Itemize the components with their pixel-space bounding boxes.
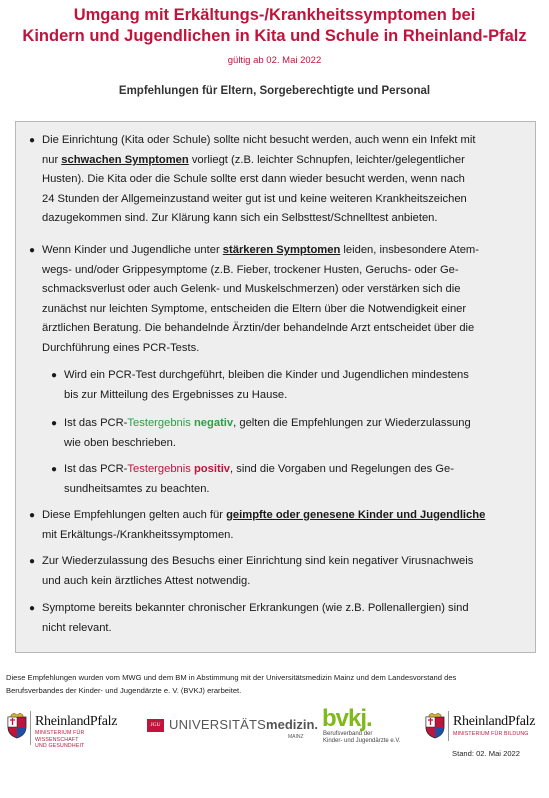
list-item-text: Zur Wiederzulassung des Besuchs einer Einrichtung sind kein negativer Virusnachweis und auch kein ärztliches Attest notwendig. <box>42 555 474 587</box>
list-item <box>29 599 526 638</box>
bullet: ● <box>29 603 36 614</box>
list-item-text: Diese Empfehlungen gelten auch für geimpfte oder genesene Kinder und Jugendliche mit Erkältungs-/Krankheitssymptomen. <box>42 509 486 541</box>
emphasis-weak-symptoms: schwachen Symptomen <box>61 153 189 166</box>
valid-from: gültig ab 02. Mai 2022 <box>227 55 322 66</box>
footnote: Diese Empfehlungen wurden vom MWG und dem BM in Abstimmung mit der Universitätsmedizin Mainz und dem Landesvorstand des Berufsverbandes der Kinder- und Jugendärzte e. V. (BVKJ) erarbeitet. <box>6 673 457 695</box>
logo-rlp-health: RheinlandPfalz MINISTERIUM FÜR WISSENSCHAFT UND GESUNDHEIT <box>6 711 126 751</box>
result-negative: Testergebnis negativ <box>127 417 234 429</box>
emphasis-vaccinated: geimpfte oder genesene Kinder und Jugendliche <box>226 509 486 521</box>
emphasis-strong-symptoms: stärkeren Symptomen <box>222 244 341 256</box>
recommendations-box <box>15 121 536 653</box>
list-item <box>29 506 526 545</box>
list-item-text: Wenn Kinder und Jugendliche unter stärkeren Symptomen leiden, insbesondere Atem- wegs- und/oder Grippesymptome (z.B. Fieber, trockener Husten, Geruchs- oder Ge- schmacksverlust oder auch Gelenk- und Muskelschmerzen) oder verstärken sich die zunächst nur leichten Symptome, entscheiden die Eltern über die Notwendigkeit einer ärztlichen Beratung. Die behandelnde Ärztin/der behandelnde Arzt entscheidet über die Durchführung eines PCR-Tests. <box>42 244 479 354</box>
bullet: ● <box>51 464 58 475</box>
sub-list-item-text: Ist das PCR-Testergebnis negativ, gelten die Empfehlungen zur Wiederzulassung wie oben beschrieben. <box>64 417 471 449</box>
list-item <box>29 131 526 229</box>
logo-unimedizin-mainz: JGU UNIVERSITÄTSmedizin. MAINZ <box>147 715 305 747</box>
jgu-icon: JGU <box>147 719 164 732</box>
bullet: ● <box>51 370 58 381</box>
sub-list-item <box>51 460 526 499</box>
list-item <box>29 552 526 591</box>
page-title <box>0 5 549 47</box>
sub-list-item-text: Ist das PCR-Testergebnis positiv, sind die Vorgaben und Regelungen des Ge- sundheitsamtes zu beachten. <box>64 463 454 495</box>
bullet: ● <box>29 556 36 567</box>
document-header <box>0 5 549 97</box>
result-positive: Testergebnis positiv <box>127 463 231 475</box>
logo-bvkj: bvkj. Berufsverband der Kinder- und Jugendärzte e.V. <box>322 705 401 744</box>
coat-of-arms-icon <box>6 713 28 739</box>
sub-list-item-text: Wird ein PCR-Test durchgeführt, bleiben die Kinder und Jugendlichen mindestens bis zur Mitteilung des Ergebnisses zu Hause. <box>64 369 469 401</box>
coat-of-arms-icon <box>424 713 446 739</box>
bullet: ● <box>51 418 58 429</box>
list-item-text: Die Einrichtung (Kita oder Schule) sollte nicht besucht werden, auch wenn ein Infekt mit nur schwachen Symptomen vorliegt (z.B. leichter Schnupfen, leichter/gelegentlicher Husten). Die Kita oder die Schule sollte erst dann wieder besucht werden, wenn nach 24 Stunden der Allgemeinzustand weiter gut ist und keine weiteren Krankheitszeichen dazugekommen sind. Zur Klärung kann sich ein Selbsttest/Schnelltest anbieten. <box>42 134 476 225</box>
bullet: ● <box>29 245 36 256</box>
sub-list-item <box>51 414 526 453</box>
stand-date: Stand: 02. Mai 2022 <box>452 749 520 758</box>
sub-list-item <box>51 366 526 405</box>
logo-bar <box>0 705 549 755</box>
title-line-2: Kindern und Jugendlichen in Kita und Schule in Rheinland-Pfalz <box>22 27 527 45</box>
list-item-text: Symptome bereits bekannter chronischer Erkrankungen (wie z.B. Pollenallergien) sind nicht relevant. <box>42 602 469 634</box>
bullet: ● <box>29 510 36 521</box>
bullet: ● <box>29 135 36 146</box>
list-item <box>29 241 526 359</box>
logo-rlp-education: RheinlandPfalz MINISTERIUM FÜR BILDUNG <box>424 711 539 751</box>
title-line-1: Umgang mit Erkältungs-/Krankheitssymptomen bei <box>73 6 476 24</box>
section-subtitle: Empfehlungen für Eltern, Sorgeberechtigte und Personal <box>118 85 431 97</box>
